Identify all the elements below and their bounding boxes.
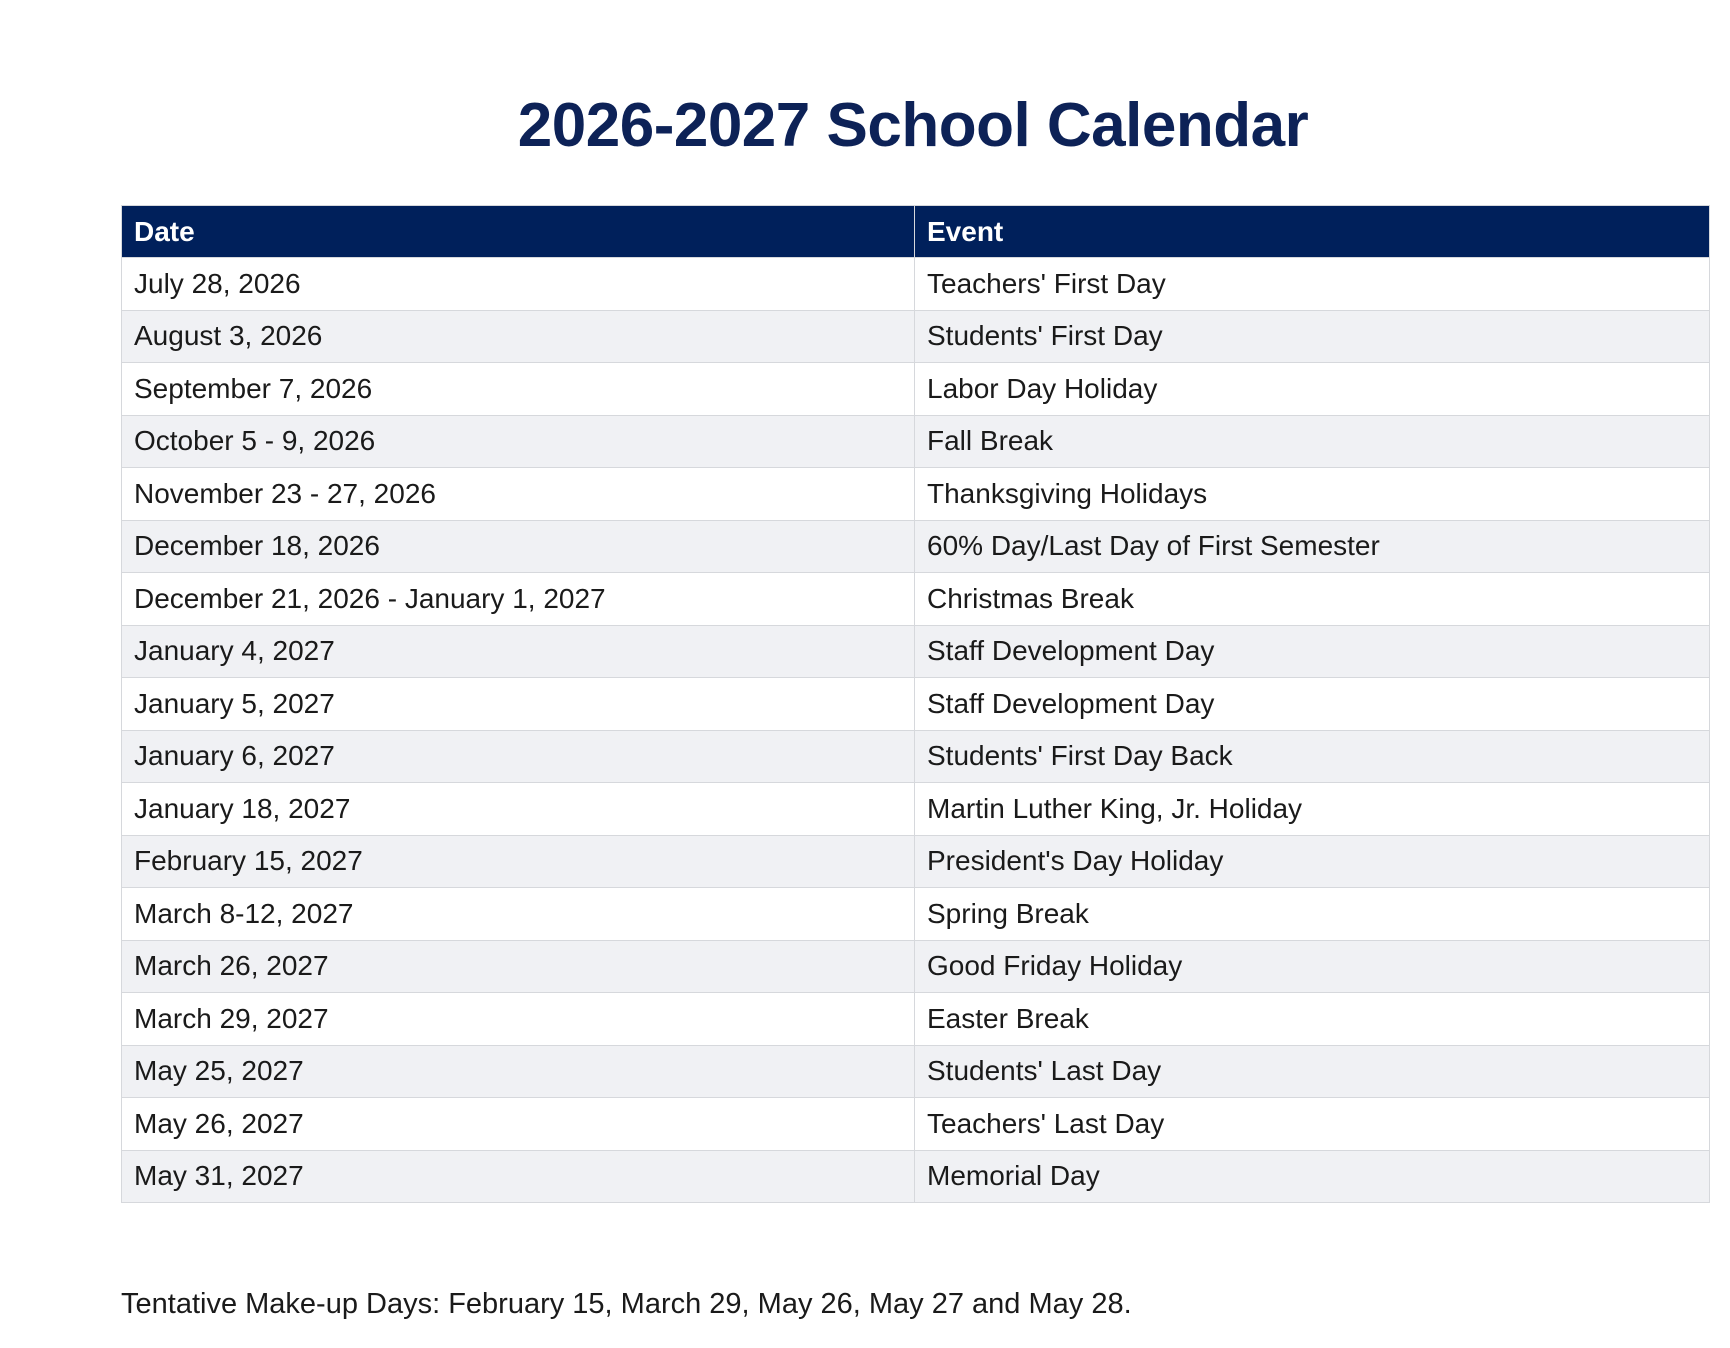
table-row <box>122 993 1710 1046</box>
event-column-header: Event <box>915 206 1710 258</box>
event-cell: Fall Break <box>915 415 1710 468</box>
table-row <box>122 730 1710 783</box>
date-cell: May 26, 2027 <box>122 1098 915 1151</box>
event-cell: Teachers' Last Day <box>915 1098 1710 1151</box>
table-row <box>122 415 1710 468</box>
event-cell: 60% Day/Last Day of First Semester <box>915 520 1710 573</box>
table-row <box>122 1150 1710 1203</box>
event-cell: President's Day Holiday <box>915 835 1710 888</box>
date-cell: November 23 - 27, 2026 <box>122 468 915 521</box>
date-cell: December 18, 2026 <box>122 520 915 573</box>
table-row <box>122 625 1710 678</box>
table-row <box>122 363 1710 416</box>
date-cell: January 6, 2027 <box>122 730 915 783</box>
page-title: 2026-2027 School Calendar <box>517 91 1309 160</box>
date-cell: February 15, 2027 <box>122 835 915 888</box>
date-cell: March 8-12, 2027 <box>122 888 915 941</box>
table-row <box>122 940 1710 993</box>
event-cell: Spring Break <box>915 888 1710 941</box>
event-cell: Christmas Break <box>915 573 1710 626</box>
table-row <box>122 1045 1710 1098</box>
table-row <box>122 835 1710 888</box>
date-cell: December 21, 2026 - January 1, 2027 <box>122 573 915 626</box>
event-cell: Students' First Day Back <box>915 730 1710 783</box>
table-row <box>122 1098 1710 1151</box>
date-cell: September 7, 2026 <box>122 363 915 416</box>
table-row <box>122 520 1710 573</box>
event-cell: Good Friday Holiday <box>915 940 1710 993</box>
table-header-row <box>122 206 1710 258</box>
table-row <box>122 310 1710 363</box>
table-row <box>122 573 1710 626</box>
table-row <box>122 783 1710 836</box>
date-cell: March 29, 2027 <box>122 993 915 1046</box>
date-cell: March 26, 2027 <box>122 940 915 993</box>
date-cell: January 4, 2027 <box>122 625 915 678</box>
date-cell: January 5, 2027 <box>122 678 915 731</box>
event-cell: Students' First Day <box>915 310 1710 363</box>
event-cell: Teachers' First Day <box>915 258 1710 311</box>
date-cell: July 28, 2026 <box>122 258 915 311</box>
event-cell: Staff Development Day <box>915 678 1710 731</box>
event-cell: Students' Last Day <box>915 1045 1710 1098</box>
event-cell: Thanksgiving Holidays <box>915 468 1710 521</box>
table-row <box>122 468 1710 521</box>
makeup-days-note: Tentative Make-up Days: February 15, March 29, May 26, May 27 and May 28. <box>121 1288 1132 1320</box>
date-cell: August 3, 2026 <box>122 310 915 363</box>
table-row <box>122 678 1710 731</box>
date-column-header: Date <box>122 206 915 258</box>
calendar-table <box>121 205 1710 1203</box>
event-cell: Martin Luther King, Jr. Holiday <box>915 783 1710 836</box>
table-row <box>122 258 1710 311</box>
table-row <box>122 888 1710 941</box>
event-cell: Memorial Day <box>915 1150 1710 1203</box>
table-body <box>122 258 1710 1203</box>
event-cell: Labor Day Holiday <box>915 363 1710 416</box>
date-cell: January 18, 2027 <box>122 783 915 836</box>
event-cell: Easter Break <box>915 993 1710 1046</box>
event-cell: Staff Development Day <box>915 625 1710 678</box>
date-cell: October 5 - 9, 2026 <box>122 415 915 468</box>
date-cell: May 31, 2027 <box>122 1150 915 1203</box>
date-cell: May 25, 2027 <box>122 1045 915 1098</box>
